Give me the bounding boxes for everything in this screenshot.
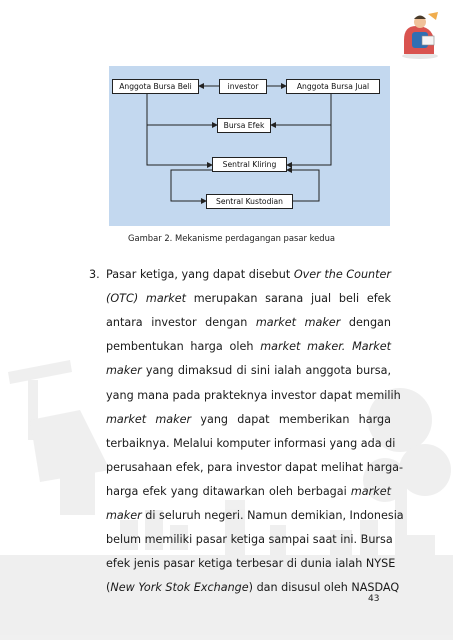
text-run: dengan: [340, 316, 392, 330]
paragraph-line: [106, 267, 391, 283]
paragraph-line: [106, 580, 400, 596]
text-run: di seluruh negeri. Namun demikian, Indonesia: [141, 509, 404, 522]
text-run: antara investor dengan: [106, 316, 256, 330]
paragraph-line: [106, 484, 391, 500]
paragraph-line: [106, 291, 391, 307]
italic-term: market maker: [255, 316, 341, 330]
text-run: ) dan disusul oleh NASDAQ: [248, 581, 400, 595]
italic-term: Over the Counter: [293, 268, 392, 281]
paragraph-line: [106, 436, 396, 452]
italic-term: New York Stok Exchange: [110, 581, 249, 595]
box-sentral-kliring: Sentral Kliring: [212, 157, 287, 172]
text-run: belum memiliki pasar ketiga sampai saat ini. Bursa: [106, 533, 393, 547]
text-run: terbaiknya. Melalui komputer informasi yang ada di: [106, 436, 396, 450]
text-run: perusahaan efek, para investor dapat melihat harga-: [106, 460, 404, 474]
italic-term: market maker.: [260, 340, 346, 354]
paragraph-line: [106, 460, 404, 476]
italic-term: Market: [352, 340, 391, 354]
trading-mechanism-diagram: [109, 66, 390, 226]
italic-term: market: [350, 484, 391, 498]
box-anggota-bursa-beli: Anggota Bursa Beli: [112, 79, 199, 94]
paragraph-line: [106, 556, 396, 572]
text-run: (: [106, 581, 111, 595]
text-run: efek jenis pasar ketiga terbesar di dunia ialah NYSE: [106, 557, 396, 571]
arrow-buyer-to-clearing: [147, 125, 212, 165]
text-run: yang dapat memberikan harga: [191, 412, 391, 426]
page-number: 43: [368, 594, 380, 604]
text-run: yang mana pada prakteknya investor dapat memilih: [106, 388, 401, 402]
italic-term: (OTC) market: [106, 292, 187, 306]
arrow-buyer-to-exchange: [147, 93, 217, 125]
box-anggota-bursa-jual: Anggota Bursa Jual: [286, 79, 380, 94]
person-reading-icon: [398, 10, 442, 60]
paragraph-line: [106, 532, 391, 548]
paragraph-line: [106, 363, 391, 379]
paragraph-line: [106, 315, 391, 331]
italic-term: maker: [106, 364, 142, 378]
arrow-seller-to-clearing: [287, 125, 331, 165]
box-sentral-kustodian: Sentral Kustodian: [206, 194, 293, 209]
text-run: yang dimaksud di sini ialah anggota bursa,: [141, 364, 391, 378]
paragraph-line: [106, 388, 401, 404]
list-item-number: 3.: [89, 268, 100, 281]
italic-term: maker: [106, 509, 142, 522]
text-run: pembentukan harga oleh: [106, 340, 261, 354]
box-investor: investor: [219, 79, 267, 94]
paragraph-line: [106, 412, 391, 428]
text-run: merupakan sarana jual beli efek: [186, 292, 391, 306]
figure-caption: Gambar 2. Mekanisme perdagangan pasar kedua: [128, 233, 336, 243]
text-run: harga efek yang ditawarkan oleh berbagai: [106, 484, 351, 498]
paragraph-line: [106, 508, 404, 524]
arrow-seller-to-exchange: [271, 93, 331, 125]
text-run: Pasar ketiga, yang dapat disebut: [106, 268, 294, 281]
paragraph-line: [106, 339, 391, 355]
box-bursa-efek: Bursa Efek: [217, 118, 271, 133]
italic-term: market maker: [106, 412, 192, 426]
